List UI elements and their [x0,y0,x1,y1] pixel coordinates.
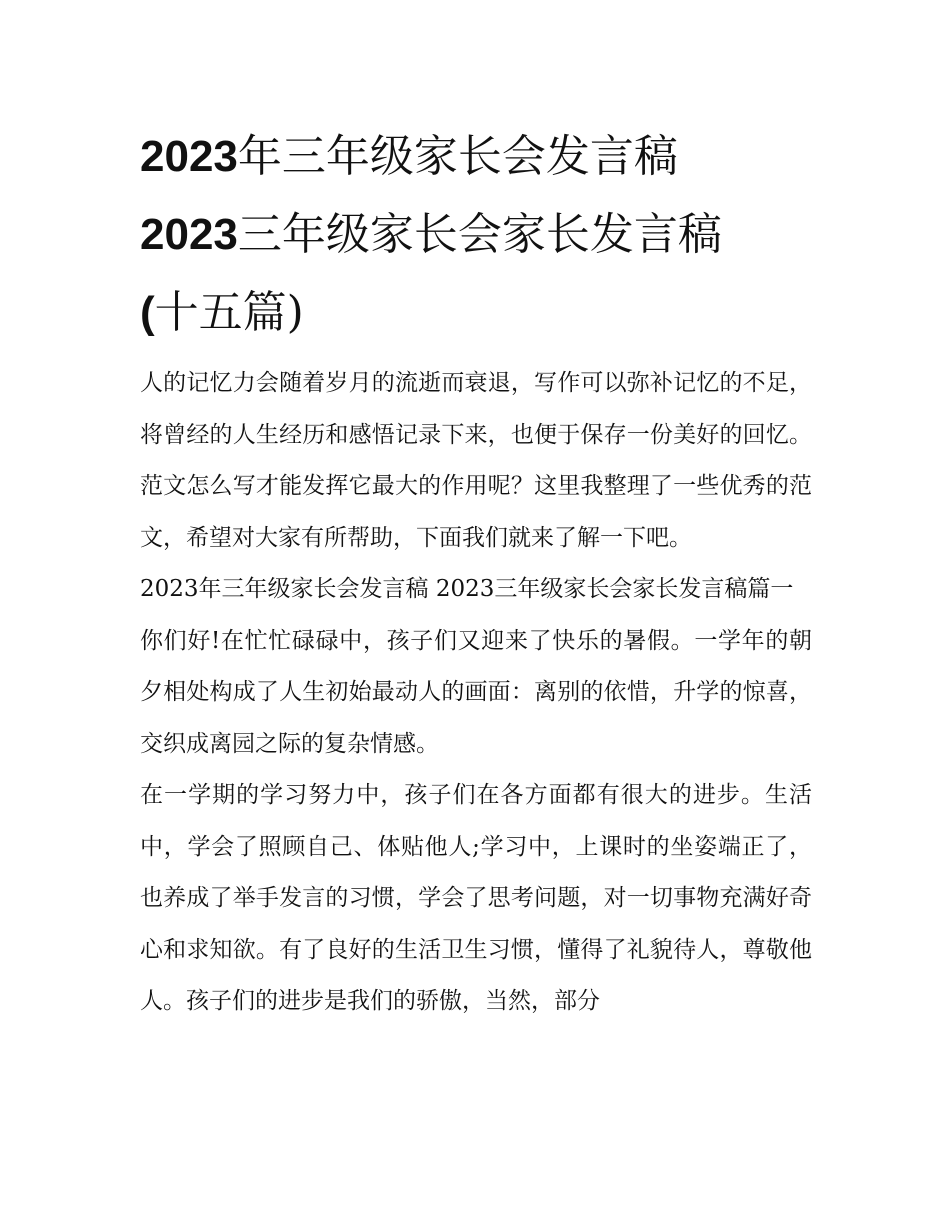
section-heading: 2023年三年级家长会发言稿 2023三年级家长会家长发言稿篇一 [140,576,794,602]
document-title [140,118,812,352]
title-text: 十五篇) [154,287,304,338]
document-body [140,358,812,1028]
title-line-3 [140,274,812,352]
paragraph: 你们好!在忙忙碌碌中，孩子们又迎来了快乐的暑假。一学年的朝夕相处构成了人生初始最动人的画面：离别的依惜，升学的惊喜，交织成离园之际的复杂情感。 [140,627,812,757]
title-line-1 [140,118,812,196]
paragraph-intro: 人的记忆力会随着岁月的流逝而衰退，写作可以弥补记忆的不足，将曾经的人生经历和感悟记录下来，也便于保存一份美好的回忆。范文怎么写才能发挥它最大的作用呢？这里我整理了一些优秀的范文，希望对大家有所帮助，下面我们就来了解一下吧。 [140,370,812,551]
title-line-2 [140,196,812,274]
title-text: 年三年级家长会发言稿 [237,131,678,182]
title-year: 2023 [140,210,238,259]
document-page [140,118,812,1028]
title-paren: ( [140,288,155,337]
title-year: 2023 [140,132,238,181]
paragraph: 在一学期的学习努力中，孩子们在各方面都有很大的进步。生活中，学会了照顾自己、体贴他人;学习中，上课时的坐姿端正了，也养成了举手发言的习惯，学会了思考问题，对一切事物充满好奇心和求知欲。有了良好的生活卫生习惯，懂得了礼貌待人，尊敬他人。孩子们的进步是我们的骄傲，当然，部分 [140,782,812,1014]
title-text: 三年级家长会家长发言稿 [237,209,722,260]
